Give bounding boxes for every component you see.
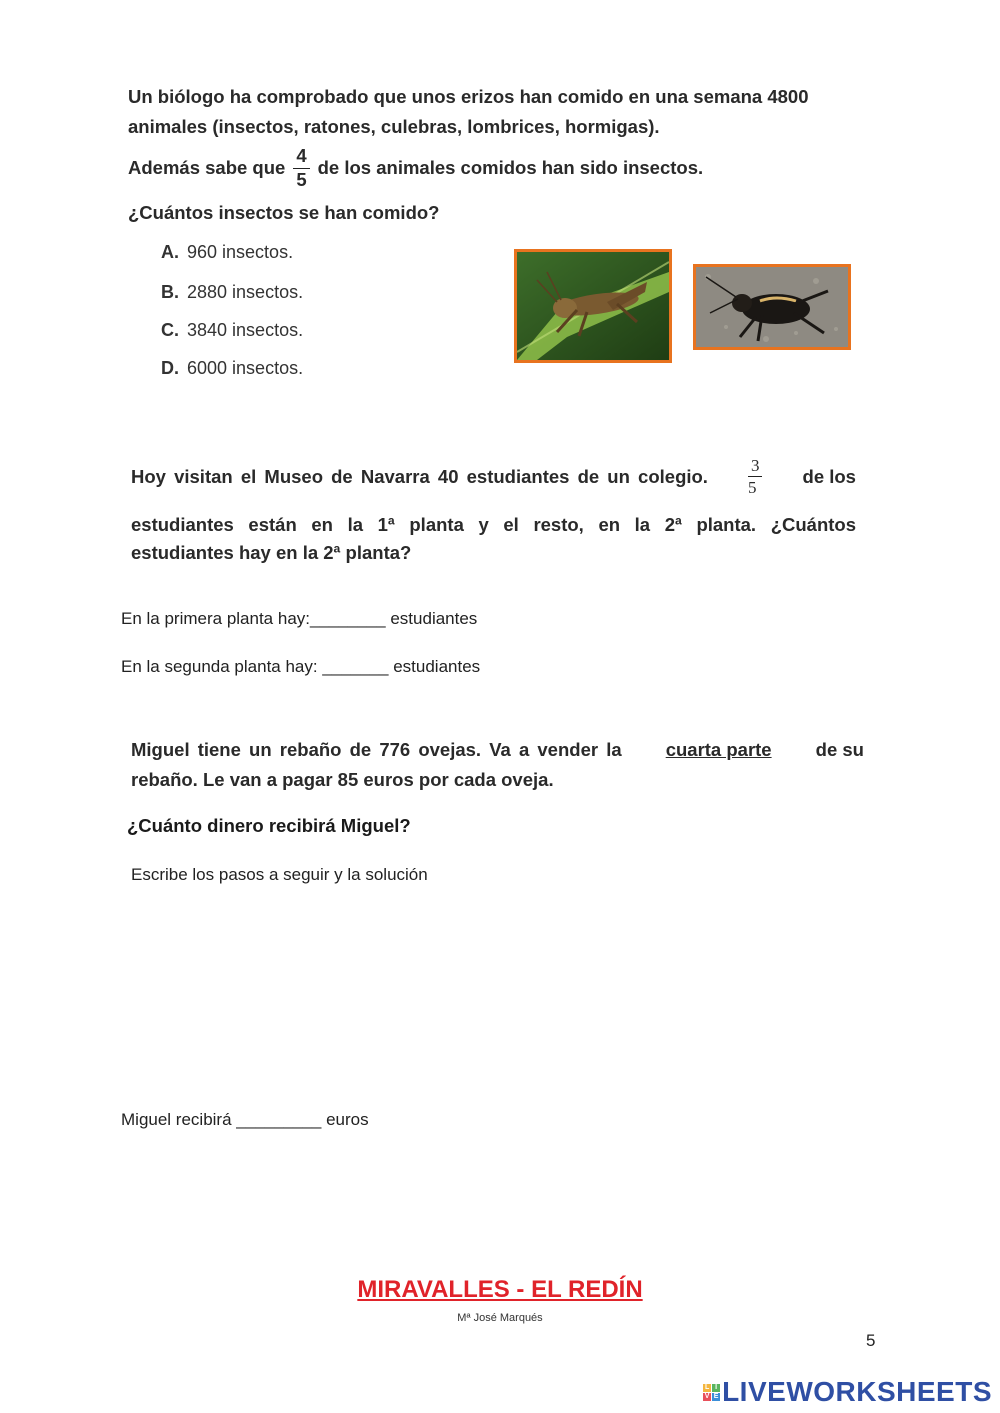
page-number: 5 (866, 1331, 876, 1350)
problem3-line1-before: Miguel tiene un rebaño de 776 ovejas. Va a vender la (131, 739, 622, 760)
problem1-question: ¿Cuántos insectos se han comido? (128, 202, 440, 223)
option-text: 960 insectos. (187, 242, 294, 262)
logo-tile: L (704, 1383, 710, 1391)
option-d[interactable] (161, 358, 303, 379)
problem1-line3 (128, 147, 703, 189)
school-title (0, 1276, 1000, 1304)
problem3-line2: rebaño. Le van a pagar 85 euros por cada oveja. (131, 769, 554, 790)
grasshopper-icon (517, 252, 669, 360)
option-letter: C. (161, 320, 179, 340)
fraction-numerator: 4 (293, 147, 309, 169)
problem1-line3-after: de los animales comidos han sido insectos. (317, 157, 704, 178)
problem2-line3: estudiantes hay en la 2ª planta? (131, 542, 412, 563)
answer-euros[interactable]: Miguel recibirá _________ euros (121, 1110, 369, 1129)
option-text: 3840 insectos. (187, 320, 304, 340)
liveworksheets-logo[interactable] (703, 1376, 992, 1408)
fraction-denominator: 5 (747, 478, 757, 497)
logo-tile: I (712, 1384, 720, 1392)
problem2-line1-after: de los (802, 465, 856, 487)
option-letter: A. (161, 242, 179, 262)
option-c[interactable] (161, 320, 303, 341)
problem3-line1 (131, 739, 864, 761)
answer-first-floor[interactable]: En la primera planta hay:________ estudiantes (121, 609, 478, 628)
option-b[interactable] (161, 282, 303, 303)
problem2-line2: estudiantes están en la 1ª planta y el resto, en la 2ª planta. ¿Cuántos (131, 514, 856, 535)
option-a[interactable] (161, 242, 293, 263)
option-text: 6000 insectos. (187, 358, 304, 378)
problem2-fraction (748, 457, 763, 496)
problem3-underlined: cuarta parte (665, 739, 772, 760)
option-text: 2880 insectos. (187, 282, 304, 302)
author-name: Mª José Marqués (457, 1312, 543, 1324)
problem1-line2: animales (insectos, ratones, culebras, lombrices, hormigas). (128, 116, 660, 137)
answer-second-floor[interactable]: En la segunda planta hay: _______ estudiantes (121, 657, 481, 676)
problem2-line1 (131, 457, 856, 496)
problem1-line3-before: Además sabe que (128, 157, 286, 178)
logo-tile: V (704, 1392, 710, 1400)
logo-tile: E (713, 1392, 719, 1400)
problem1-line1: Un biólogo ha comprobado que unos erizos han comido en una semana 4800 (128, 86, 809, 107)
option-letter: D. (161, 358, 179, 378)
problem3-instruction: Escribe los pasos a seguir y la solución (131, 865, 428, 884)
cricket-photo (693, 264, 851, 350)
problem1-fraction (293, 147, 309, 189)
liveworksheets-icon (703, 1384, 720, 1401)
option-letter: B. (161, 282, 179, 302)
grasshopper-photo (514, 249, 672, 363)
problem3-question: ¿Cuánto dinero recibirá Miguel? (127, 815, 411, 836)
school-title-text: MIRAVALLES - EL REDÍN (357, 1276, 643, 1303)
fraction-denominator: 5 (296, 168, 307, 190)
problem2-line1-before: Hoy visitan el Museo de Navarra 40 estudiantes de un colegio. (131, 465, 708, 487)
fraction-numerator: 3 (748, 457, 763, 477)
liveworksheets-name: LIVEWORKSHEETS (722, 1376, 992, 1407)
cricket-icon (696, 267, 848, 347)
problem3-line1-after: de su (815, 739, 864, 760)
